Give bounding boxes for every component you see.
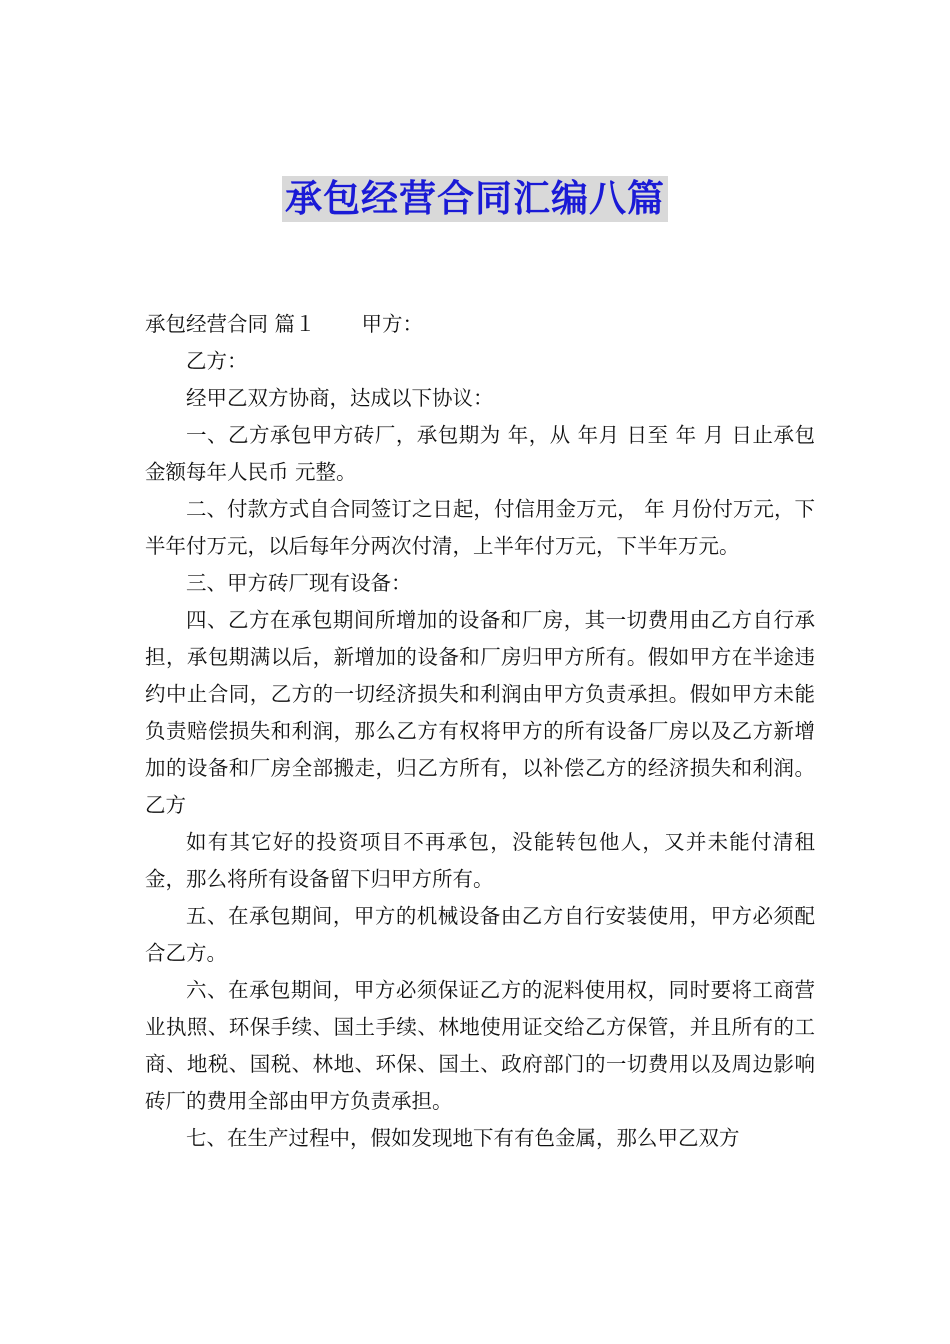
paragraph-party-b: 乙方： [186,349,248,373]
paragraph-clause-6: 六、在承包期间，甲方必须保证乙方的泥料使用权，同时要将工商营业执照、环保手续、国土手续、林地使用证交给乙方保管，并且所有的工商、地税、国税、林地、环保、国土、政府部门的一切费用以及周边影响砖厂的费用全部由甲方负责承担。 [145,978,815,1113]
section-label: 承包经营合同 篇１ [145,312,316,336]
paragraph-intro: 经甲乙双方协商，达成以下协议： [186,386,494,410]
paragraph-clause-4-cont: 如有其它好的投资项目不再承包，没能转包他人，又并未能付清租金，那么将所有设备留下归甲方所有。 [145,830,815,891]
paragraph-clause-3: 三、甲方砖厂现有设备： [186,571,412,595]
document-title: 承包经营合同汇编八篇 [282,176,668,222]
document-body [145,306,815,1157]
paragraph-clause-7: 七、在生产过程中，假如发现地下有有色金属，那么甲乙双方 [186,1126,740,1150]
paragraph-clause-2: 二、付款方式自合同签订之日起，付信用金万元， 年 月份付万元，下半年付万元，以后每年分两次付清，上半年付万元，下半年万元。 [145,497,815,558]
party-a-label: 甲方： [361,312,424,336]
heading-line [145,306,815,343]
paragraph-clause-4: 四、乙方在承包期间所增加的设备和厂房，其一切费用由乙方自行承担，承包期满以后，新增加的设备和厂房归甲方所有。假如甲方在半途违约中止合同，乙方的一切经济损失和利润由甲方负责承担。假如甲方未能负责赔偿损失和利润，那么乙方有权将甲方的所有设备厂房以及乙方新增加的设备和厂房全部搬走，归乙方所有，以补偿乙方的经济损失和利润。乙方 [145,608,815,817]
paragraph-clause-5: 五、在承包期间，甲方的机械设备由乙方自行安装使用，甲方必须配合乙方。 [145,904,815,965]
title-container [0,176,950,222]
paragraph-clause-1: 一、乙方承包甲方砖厂，承包期为 年，从 年月 日至 年 月 日止承包金额每年人民币 元整。 [145,423,815,484]
